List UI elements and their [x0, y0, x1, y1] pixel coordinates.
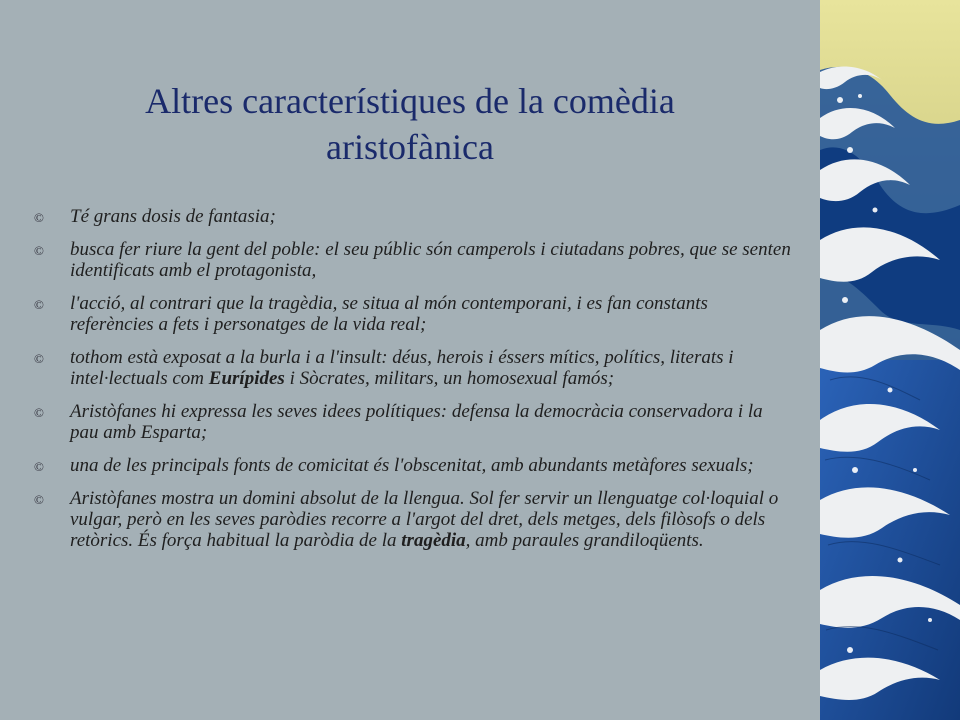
bullet-item — [34, 347, 794, 389]
bullet-icon: © — [34, 351, 44, 366]
bullet-text-post: i Sòcrates, militars, un homosexual famós; — [284, 368, 615, 389]
bullet-icon: © — [34, 459, 44, 474]
bullet-item — [34, 488, 794, 551]
title-line-1: Altres característiques de la comèdia — [145, 81, 675, 121]
bullet-item — [34, 239, 794, 281]
bullet-icon: © — [34, 243, 44, 258]
bullet-list — [34, 206, 794, 563]
bullet-text: l'acció, al contrari que la tragèdia, se situa al món contemporani, i es fan constants referències a fets i personatges de la vida real; — [70, 293, 708, 335]
bullet-icon: © — [34, 492, 44, 507]
bullet-text: una de les principals fonts de comicitat és l'obscenitat, amb abundants metàfores sexuals; — [70, 455, 754, 476]
bullet-bold-tragedia: tragèdia — [401, 530, 466, 551]
bullet-bold-euripides: Eurípides — [208, 368, 285, 389]
bullet-icon: © — [34, 210, 44, 225]
bullet-icon: © — [34, 297, 44, 312]
title-line-2: aristofànica — [326, 127, 494, 167]
bullet-item — [34, 206, 794, 227]
bullet-item — [34, 401, 794, 443]
bullet-text: Aristòfanes hi expressa les seves idees polítiques: defensa la democràcia conservadora i la pau amb Esparta; — [70, 401, 763, 443]
bullet-text: Té grans dosis de fantasia; — [70, 206, 276, 227]
bullet-item — [34, 293, 794, 335]
bullet-text: busca fer riure la gent del poble: el seu públic són camperols i ciutadans pobres, que se senten identificats amb el protagonista, — [70, 239, 791, 281]
bullet-text-post: , amb paraules grandiloqüents. — [465, 530, 704, 551]
bullet-text-pre: tothom està exposat a la burla i a l'insult: déus, herois i éssers mítics, polítics, literats i intel·lectuals com — [70, 347, 734, 389]
wave-border-image — [820, 0, 960, 720]
slide-title — [60, 78, 760, 170]
bullet-text-pre: Aristòfanes mostra un domini absolut de la llengua. Sol fer servir un llenguatge col·loquial o vulgar, però en les seves paròdies recorre a l'argot del dret, dels metges, dels filòsofs o dels retòrics. És força habitual la paròdia de la — [70, 488, 779, 551]
bullet-item — [34, 455, 794, 476]
bullet-icon: © — [34, 405, 44, 420]
